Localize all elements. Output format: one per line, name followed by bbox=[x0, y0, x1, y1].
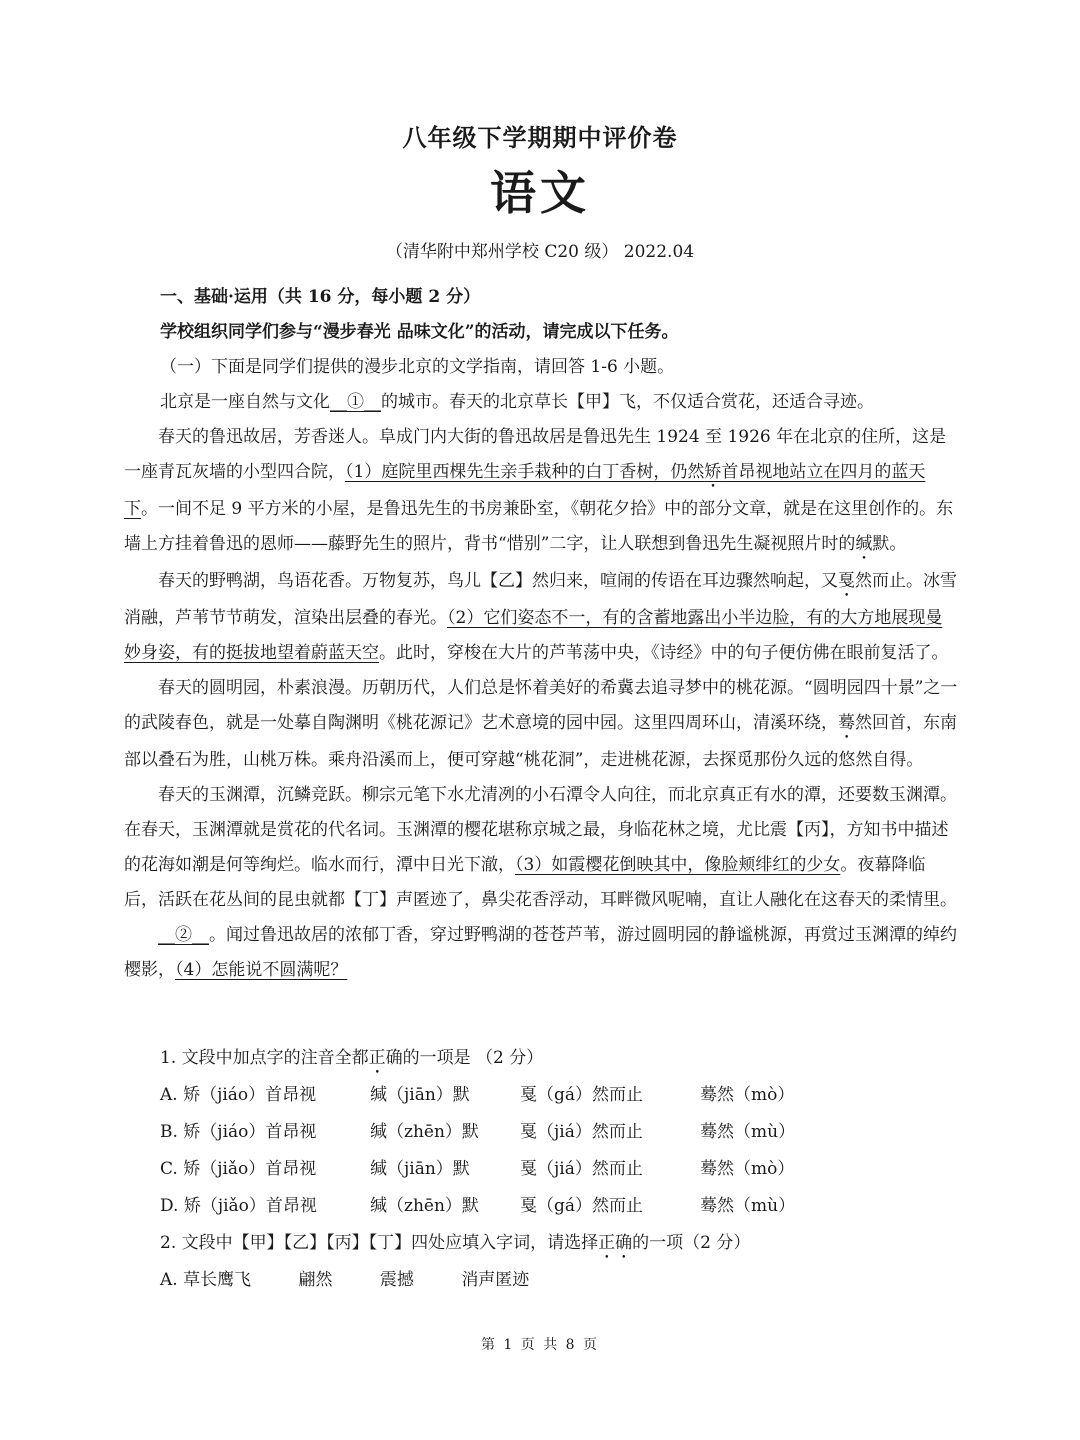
exam-title: 八年级下学期期中评价卷 bbox=[402, 123, 678, 152]
option-cell: A. 草长鹰飞 bbox=[160, 1270, 252, 1290]
subject-title: 语文 bbox=[490, 166, 590, 220]
option-cell: 蓦然（mù） bbox=[700, 1122, 796, 1142]
text: （1）庭院里西棵先生亲手栽种的白丁香树，仍然 bbox=[345, 462, 705, 482]
underlined-sentence-4: （4）怎能说不圆满呢？ bbox=[175, 960, 348, 980]
option-cell: 蓦然（mò） bbox=[700, 1159, 795, 1179]
dotted-char: 正 bbox=[368, 1048, 386, 1068]
option-cell: C. 矫（jiǎo）首昂视 bbox=[160, 1159, 317, 1179]
text: 然而止。冰雪消融，芦苇节节萌发，渲染出层叠的春光。 bbox=[124, 571, 957, 628]
option-cell: 蓦然（mù） bbox=[700, 1196, 796, 1216]
q1-option-a[interactable] bbox=[160, 1077, 960, 1114]
text: 春天的圆明园，朴素浪漫。历朝历代，人们总是怀着美好的希冀去追寻梦中的桃花源。“圆明园四十景”之一的武陵春色，就是一处摹自陶渊明《桃花源记》艺术意境的园中园。这里四周环山，清溪环绕， bbox=[124, 678, 958, 733]
text: 。此时，穿梭在大片的芦苇荡中央，《诗经》中的句子便仿佛在眼前复活了。 bbox=[379, 643, 949, 663]
option-cell: 缄（jiān）默 bbox=[370, 1085, 470, 1105]
sub-intro: （一）下面是同学们提供的漫步北京的文学指南，请回答 1-6 小题。 bbox=[160, 357, 675, 377]
exam-content bbox=[124, 280, 958, 988]
paragraph-4 bbox=[124, 671, 958, 778]
text: 的一项（2 分） bbox=[632, 1233, 751, 1253]
exam-subtitle: （清华附中郑州学校 C20 级） 2022.04 bbox=[385, 242, 695, 262]
text: 1. 文段中加点字的注音全都 bbox=[160, 1048, 369, 1068]
option-cell: 戛（gá）然而止 bbox=[520, 1196, 644, 1216]
q1-option-b[interactable] bbox=[160, 1114, 960, 1151]
q1-option-c[interactable] bbox=[160, 1151, 960, 1188]
option-cell: 蓦然（mò） bbox=[700, 1085, 795, 1105]
task-instruction: 学校组织同学们参与“漫步春光 品味文化”的活动，请完成以下任务。 bbox=[160, 322, 679, 342]
option-cell: B. 矫（jiáo）首昂视 bbox=[160, 1122, 317, 1142]
underlined-sentence-3: （3）如霞樱花倒映其中，像脸颊绯红的少女 bbox=[515, 855, 841, 875]
option-cell: 戛（gá）然而止 bbox=[520, 1085, 644, 1105]
dotted-char: 矫 bbox=[704, 462, 722, 482]
question-1-stem bbox=[160, 1040, 960, 1077]
blank-2: __②__ bbox=[158, 925, 209, 945]
option-cell: 缄（zhēn）默 bbox=[370, 1122, 479, 1142]
question-2-stem bbox=[160, 1225, 960, 1262]
text: 春天的玉渊潭，沉鳞竞跃。柳宗元笔下水尤清冽的小石潭令人向往，而北京真正有水的潭，还要数玉渊潭。在春天，玉渊潭就是赏花的代名词。玉渊潭的樱花堪称京城之最，身临花林之境，尤比震【丙】，方知书中描述的花海如潮是何等绚烂。临水而行，潭中日光下澈， bbox=[124, 785, 957, 875]
text: 然回首，东南部以叠石为胜，山桃万株。乘舟沿溪而上，便可穿越“桃花洞”，走进桃花源，去探觅那份久远的悠然自得。 bbox=[124, 713, 957, 770]
section-title: 一、基础·运用（共 16 分，每小题 2 分） bbox=[160, 287, 481, 307]
text: 春天的野鸭湖，鸟语花香。万物复苏，鸟儿【乙】然归来，喧闹的传语在耳边骤然响起，又 bbox=[158, 571, 838, 591]
text: 。夜幕降临后，活跃在花丛间的昆虫就都【丁】声匿迹了，鼻尖花香浮动，耳畔微风呢喃，直让人融化在这春天的柔情里。 bbox=[124, 855, 957, 910]
q2-option-a[interactable] bbox=[160, 1262, 960, 1299]
option-cell: 消声匿迹 bbox=[461, 1270, 530, 1290]
option-cell: D. 矫（jiǎo）首昂视 bbox=[160, 1196, 317, 1216]
option-cell: 震撼 bbox=[379, 1270, 414, 1290]
option-cell: A. 矫（jiáo）首昂视 bbox=[160, 1085, 317, 1105]
paragraph-6 bbox=[124, 918, 958, 988]
exam-header bbox=[0, 118, 1080, 262]
option-cell: 缄（jiān）默 bbox=[370, 1159, 470, 1179]
text: 首昂视地站立在四月的蓝天下 bbox=[124, 462, 926, 519]
text: 2. 文段中【甲】【乙】【丙】【丁】四处应填入字词，请选择 bbox=[160, 1233, 599, 1253]
paragraph-5 bbox=[124, 778, 958, 918]
option-cell: 戛（jiá）然而止 bbox=[520, 1122, 643, 1142]
dotted-char: 戛 bbox=[838, 571, 855, 591]
text: 春天的鲁迅故居，芳香迷人。阜成门内大街的鲁迅故居是鲁迅先生 1924 至 1926 年在北京的住所，这是一座青瓦灰墙的小型四合院， bbox=[124, 427, 947, 482]
text: 北京是一座自然与文化 bbox=[160, 392, 330, 412]
text: 。闻过鲁迅故居的浓郁丁香，穿过野鸭湖的苍苍芦苇，游过圆明园的静谧桃源，再赏过玉渊潭的绰约樱影， bbox=[124, 925, 957, 980]
option-cell: 戛（jiá）然而止 bbox=[520, 1159, 643, 1179]
text: 。一间不足 9 平方米的小屋，是鲁迅先生的书房兼卧室，《朝花夕拾》中的部分文章，就是在这里创作的。东墙上方挂着鲁迅的恩师——藤野先生的照片，背书“惜别”二字，让人联想到鲁迅先生凝视照片时的 bbox=[124, 499, 954, 554]
text: 的城市。春天的北京草长【甲】飞，不仅适合赏花，还适合寻迹。 bbox=[381, 392, 874, 412]
page-footer: 第 1 页 共 8 页 bbox=[480, 1337, 600, 1353]
paragraph-1 bbox=[160, 385, 958, 420]
text: 确的一项是 （2 分） bbox=[385, 1048, 544, 1068]
dotted-char: 缄 bbox=[855, 534, 873, 554]
underlined-sentence-2: （2）它们姿态不一，有的含蓄地露出小半边脸，有的大方地展现曼妙身姿，有的挺拔地望着蔚蓝天空 bbox=[124, 608, 943, 663]
option-cell: 缄（zhēn）默 bbox=[370, 1196, 479, 1216]
option-cell: 翩然 bbox=[298, 1270, 333, 1290]
text: 默。 bbox=[872, 534, 907, 554]
q1-option-d[interactable] bbox=[160, 1188, 960, 1225]
dotted-char: 正确 bbox=[598, 1233, 633, 1253]
blank-1: __①__ bbox=[330, 392, 381, 412]
dotted-char: 蓦 bbox=[838, 713, 855, 733]
questions bbox=[160, 1040, 960, 1299]
paragraph-3 bbox=[124, 564, 958, 671]
paragraph-2 bbox=[124, 420, 958, 564]
